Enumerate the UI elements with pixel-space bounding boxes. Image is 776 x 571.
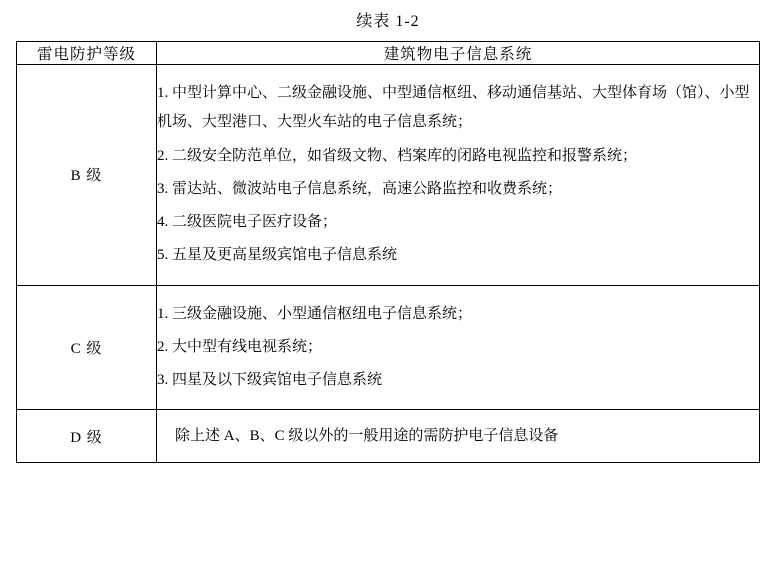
list-item: 5. 五星及更高星级宾馆电子信息系统 [157,247,398,264]
header-cell-level: 雷电防护等级 [17,42,157,65]
content-cell-c [157,285,760,410]
list-item: 除上述 A、B、C 级以外的一般用途的需防护电子信息设备 [175,428,559,445]
list-item: 3. 四星及以下级宾馆电子信息系统 [157,372,383,388]
content-cell-d [157,410,760,463]
level-cell-c: C 级 [17,285,157,410]
lightning-protection-table [16,41,760,463]
table-row [17,65,760,286]
list-item: 3. 雷达站、微波站电子信息系统，高速公路监控和收费系统； [157,180,563,197]
list-item: 2. 大中型有线电视系统； [157,338,323,355]
content-cell-b [157,65,760,286]
header-cell-system: 建筑物电子信息系统 [157,42,760,65]
level-cell-d: D 级 [17,410,157,463]
table-row [17,410,760,463]
table-header-row [17,42,760,65]
table-caption: 续表 1-2 [356,13,420,30]
list-item: 4. 二级医院电子医疗设备； [157,214,338,230]
level-cell-b: B 级 [17,65,157,286]
table-row [17,285,760,410]
list-item: 2. 二级安全防范单位，如省级文物、档案库的闭路电视监控和报警系统； [157,147,638,164]
list-item: 1. 中型计算中心、二级金融设施、中型通信枢纽、移动通信基站、大型体育场（馆）、小型机场、大型港口、大型火车站的电子信息系统； [157,85,750,131]
list-item: 1. 三级金融设施、小型通信枢纽电子信息系统； [157,305,473,322]
